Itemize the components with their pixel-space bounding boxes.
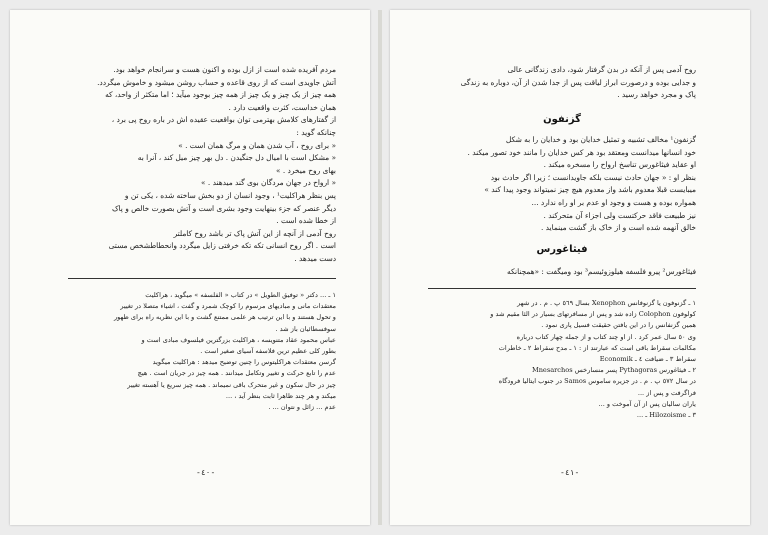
- footnote-line: ١ ـ ... دکتر « توفیق الطویل » در کتاب « الفلسفه » میگوید ، هراکلیت: [145, 291, 336, 299]
- footnote-line: فراگرفت و پس از ...: [637, 388, 696, 397]
- right-intro-text: [428, 64, 696, 102]
- text-line: فیثاغورس² پیرو فلسفه هیلوزوئیسم³ بود ومیگفت : «همچنانکه: [507, 267, 696, 276]
- text-line: دست میدهد .: [294, 253, 336, 263]
- text-line: « ارواح در جهان مردگان بوی گند میدهند . »: [201, 178, 336, 188]
- text-line: از گفتارهای کلامش بهترمی توان بواقعیت عقیده اش در باره روح پی برد ،: [111, 115, 336, 125]
- text-line: گزنفون¹ مخالف تشبیه و تمثیل خدایان بود و خدایان را به شکل: [505, 135, 696, 144]
- footnote-line: مکالمات سقراط باقی است که عبارتند از : ١ ـ مدح سقراط ٢ ـ خاطرات: [498, 343, 696, 352]
- page-number-left: -٤٠-: [196, 468, 216, 477]
- text-line: پاک و مجرد خواهد رسید .: [617, 90, 696, 100]
- footnote-line: و تحول هستند و با این ترتیب هر علمی ممتنع گشت و با این نظریه راه برای ظهور: [113, 313, 336, 322]
- text-line: همان خداست، کثرت واقعیت دارد .: [228, 102, 336, 112]
- text-line: خالق آنهمه شده است و از خاک باز گشت مینماید .: [540, 223, 696, 233]
- text-line: چنانکه گوید :: [296, 127, 336, 137]
- footnote-line: ١ ـ گزنوفون یا گزنوفانس Xenophon بسال ٥٦٩ پ . م . در شهر: [517, 299, 696, 307]
- text-line: از خطا شده است .: [276, 216, 336, 226]
- page-number-right: -٤١-: [560, 468, 580, 477]
- text-line: « برای روح ، آب شدن همان و مرگ همان است . »: [178, 140, 336, 150]
- text-line: روح آدمی پس از آنکه در بدن گرفتار شود، دادی زندگانی عالی: [507, 65, 696, 74]
- footnote-line: وی ٥٠ سال عمر کرد . از او چند کتاب و از جمله چهار کتاب درباره: [516, 332, 696, 341]
- section-title-xenophanes: گزنفون: [543, 114, 581, 125]
- text-line: همه چیز از یک چیز و یک چیز از همه چیز بوجود میآید ؛ اما متکثر از واحد، که: [105, 90, 336, 100]
- text-line: روح آدمی از آنچه از این آتش پاک تر باشد روح کاملتر: [173, 228, 336, 238]
- footnote-line: در سال ٥٧٢ پ . م . در جزیره ساموس Samos در جنوب ایتالیا فرودگاه: [498, 377, 696, 386]
- footnote-divider: [428, 288, 696, 289]
- text-line: بنظر او : « جهان حادث نیست بلکه جاویدانست ؛ زیرا اگر حادث بود: [490, 172, 696, 182]
- left-main-text: [68, 64, 336, 266]
- text-line: مردم آفریده شده است از ازل بوده و اکنون هست و سرانجام خواهد بود.: [113, 65, 336, 74]
- text-line: « مشکل است با امیال دل جنگیدن . دل بهر چیز میل کند ، آنرا به: [137, 153, 336, 163]
- text-line: نیز طبیعت فاقد حرکتست ولی اجزاء آن متحرکند .: [543, 210, 696, 220]
- footnote-line: معتقدات مانی و مبادیهای مرسوم را کوچک شمرد و گفت ، اشیاء متصلا در تغییر: [120, 302, 336, 311]
- footnote-divider: [68, 278, 336, 279]
- footnote-line: سقراط ٣ ـ ضیافت ٤ ـ Economik: [599, 354, 696, 363]
- footnote-line: میکند و هر چند ظاهرا ثابت بنظر آید ، ...: [225, 391, 336, 400]
- text-line: آتش جاویدی است که از روی قاعده و حساب روشن میشود و خاموش میگردد.: [97, 77, 336, 87]
- text-line: میبایست قبلا معدوم باشد واز معدوم هیچ چیز نمیتواند وجود پیدا کند »: [484, 185, 696, 195]
- text-line: و جدایی بوده و درصورت ابراز لیاقت پس از جدا شدن از آن، دوباره به زندگی: [460, 77, 696, 87]
- left-footnotes: [68, 290, 336, 413]
- section-title-pythagoras: فیثاغورس: [536, 244, 588, 255]
- footnote-line: عدم را تابع حرکت و تغییر وتکامل میدانند . همه چیز در جریان است . هیچ: [137, 369, 336, 378]
- text-line: خود انسانها میدانست ومعتقد بود هر کس خدایان را مانند خود تصور میکند .: [467, 147, 696, 157]
- footnote-line: ۳ ـ Hilozoisme ـ ...: [636, 410, 696, 419]
- text-line: بهای روح میخرد . »: [275, 165, 336, 175]
- text-line: است . اگر روح انسانی تکه تکه خرفتی زایل میگردد وانحطاطشخص مستی: [108, 241, 336, 251]
- footnote-line: سوفسطائیان باز شد .: [275, 324, 336, 333]
- footnote-line: بطور کلی عظیم ترین فلاسفه آسیای صغیر است .: [200, 346, 336, 355]
- footnote-line: کولوفون Colophon زاده شد و پس از مسافرتهای بسیار در الئا مقیم شد و: [490, 310, 696, 319]
- text-line: پس بنظر هراکلیت¹ ، وجود انسان از دو بخش ساخته شده ، یکی تن و: [124, 190, 336, 200]
- book-gutter: [378, 10, 382, 525]
- right-page: [390, 10, 750, 525]
- text-line: دیگر عنصر که جزء بینهایت وجود بشری است و آتش بصورت خالص و پاک: [111, 203, 336, 213]
- footnote-line: عدم ... زائل و نتوان ... .: [268, 402, 336, 411]
- footnote-line: یاران سالیان پس از آن آموخت و ...: [598, 399, 696, 408]
- footnote-line: عباس محمود عقاد متنویسه ، هراکلیت بزرگترین فیلسوف مبادی است و: [141, 335, 336, 344]
- footnote-line: ٢ ـ فیثاغورس Pythagoras پسر منسارخس Mnesarchos: [531, 366, 696, 375]
- left-page: [10, 10, 370, 525]
- section-xenophanes-text: [428, 134, 696, 235]
- right-footnotes: [428, 298, 696, 421]
- footnote-line: همین گزنفانس را در این یافتن حقیقت فسیل پاری نمود .: [541, 321, 696, 330]
- text-line: همواره بوده و هست و وجود او عدم بر او راه ندارد ...: [531, 197, 696, 207]
- text-line: او عقاید فیثاغورس تناسخ ارواح را مسخره میکند .: [543, 160, 696, 170]
- section-pythagoras-text: [428, 266, 696, 279]
- footnote-line: چیز در حال سکون و غیر متحرک باقی نمیماند . همه چیز سریع یا آهسته تغییر: [127, 380, 336, 389]
- footnote-line: گرسن معتقدات هراکلیتوس را چنین توضیح میدهد : هراکلیت میگوید: [152, 358, 336, 367]
